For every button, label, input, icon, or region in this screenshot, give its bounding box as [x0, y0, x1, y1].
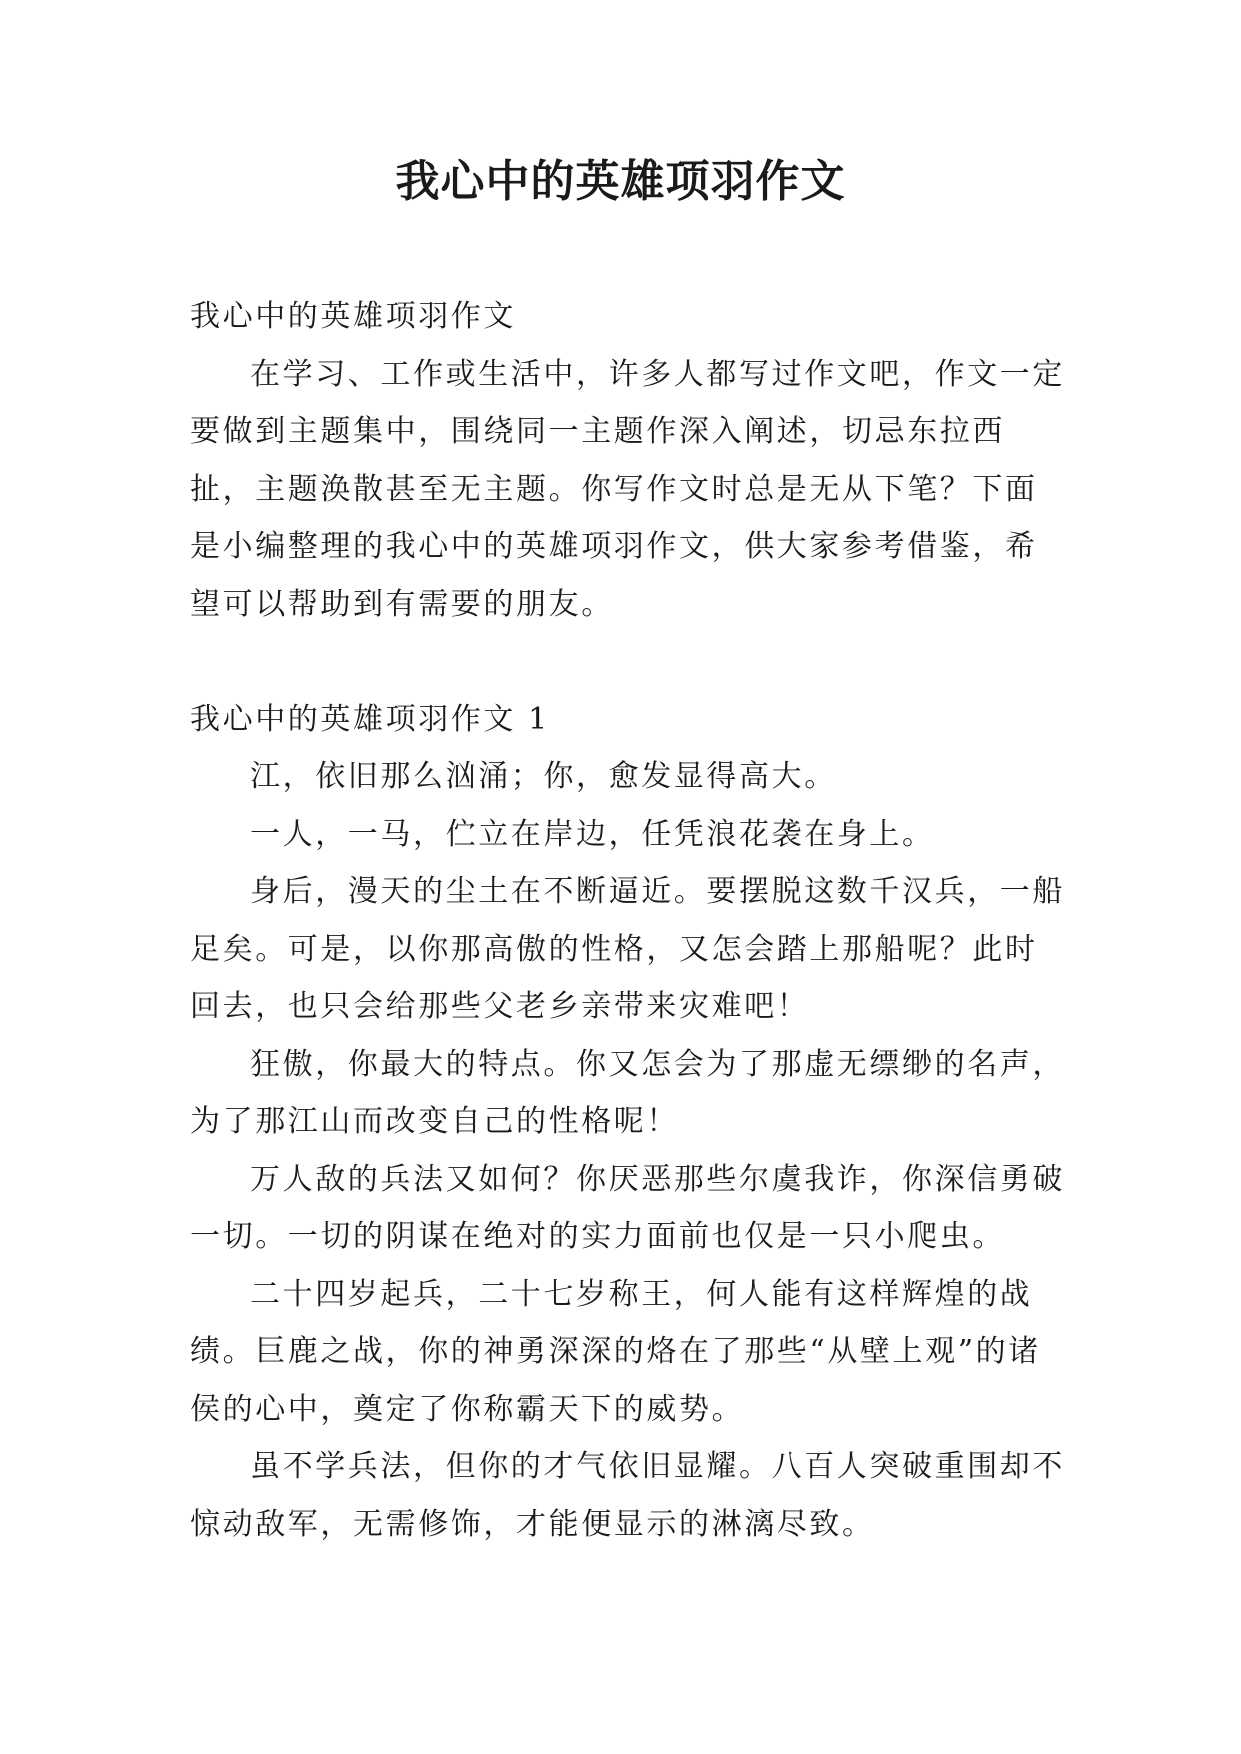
paragraph: 万人敌的兵法又如何？你厌恶那些尔虞我诈，你深信勇破一切。一切的阴谋在绝对的实力面前也仅是一只小爬虫。 — [190, 1161, 1065, 1254]
paragraph: 身后，漫天的尘土在不断逼近。要摆脱这数千汉兵，一船足矣。可是，以你那高傲的性格，又怎会踏上那船呢？此时回去，也只会给那些父老乡亲带来灾难吧！ — [190, 874, 1065, 1024]
section-spacer — [190, 633, 1070, 691]
page-title: 我心中的英雄项羽作文 — [395, 156, 846, 207]
paragraph: 二十四岁起兵，二十七岁称王，何人能有这样辉煌的战绩。巨鹿之战，你的神勇深深的烙在了那些“从壁上观”的诸侯的心中，奠定了你称霸天下的威势。 — [190, 1276, 1041, 1427]
section-heading: 我心中的英雄项羽作文 1 — [190, 701, 550, 737]
intro-paragraph: 在学习、工作或生活中，许多人都写过作文吧，作文一定要做到主题集中，围绕同一主题作深入阐述，切忌东拉西扯，主题涣散甚至无主题。你写作文时总是无从下笔？下面是小编整理的我心中的英雄项羽作文，供大家参考借鉴，希望可以帮助到有需要的朋友。 — [190, 356, 1065, 622]
intro-heading: 我心中的英雄项羽作文 — [190, 299, 516, 334]
paragraph: 狂傲，你最大的特点。你又怎会为了那虚无缥缈的名声，为了那江山而改变自己的性格呢！ — [190, 1046, 1065, 1139]
paragraph: 虽不学兵法，但你的才气依旧显耀。八百人突破重围却不惊动敌军，无需修饰，才能便显示的淋漓尽致。 — [190, 1449, 1065, 1542]
paragraph: 江，依旧那么汹涌；你，愈发显得高大。 — [250, 759, 837, 794]
document-body — [190, 288, 1070, 1553]
paragraph: 一人，一马，伫立在岸边，任凭浪花袭在身上。 — [250, 816, 935, 852]
